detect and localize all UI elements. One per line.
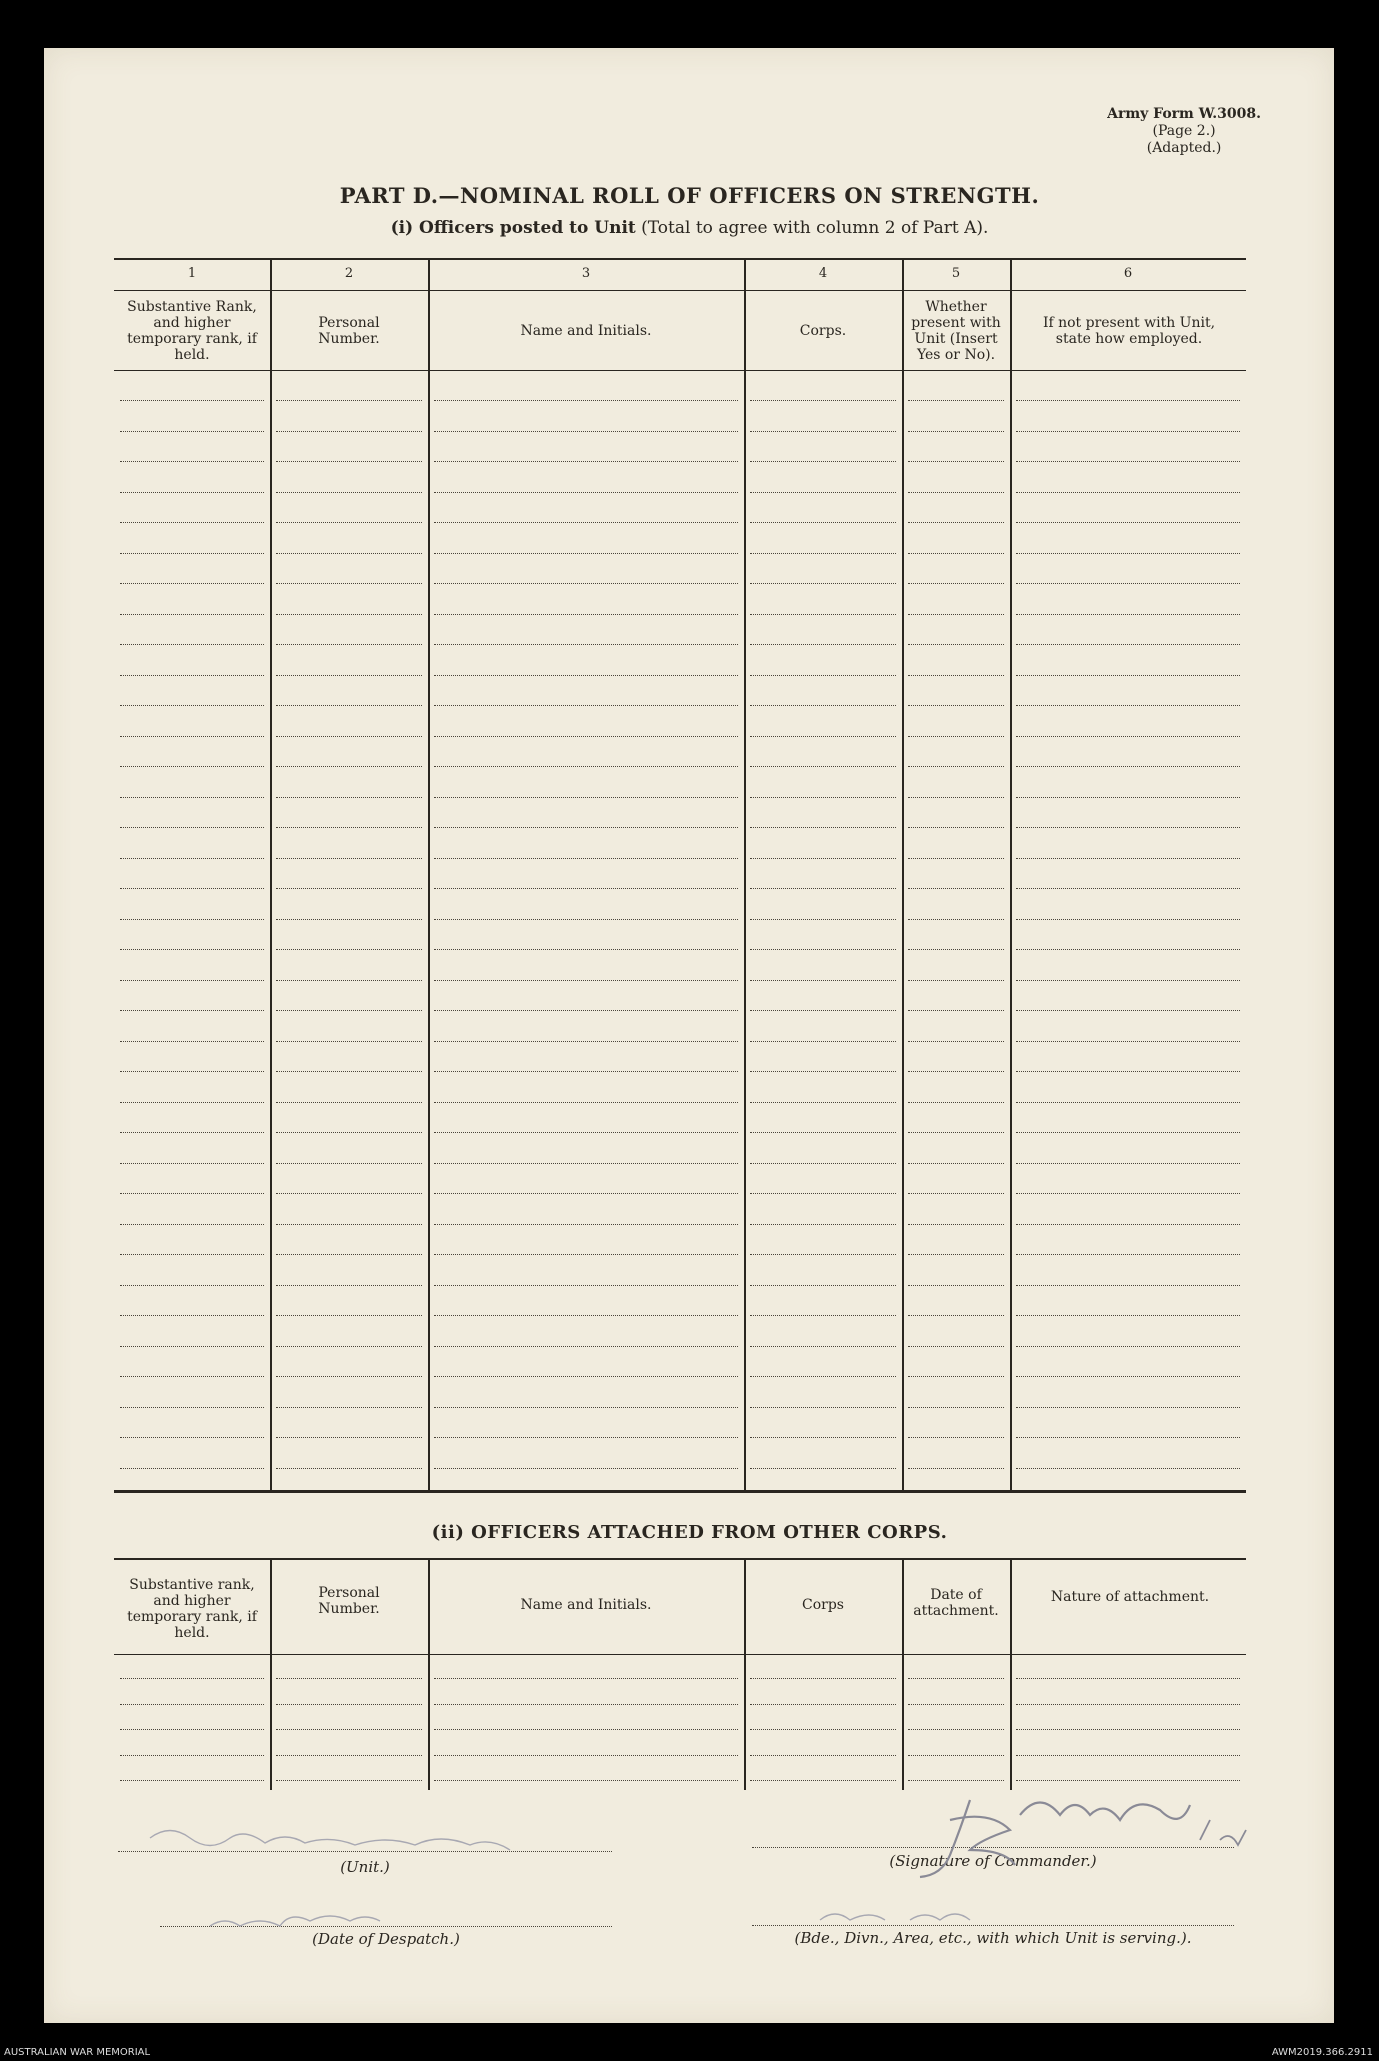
writing-rule bbox=[276, 1437, 422, 1438]
writing-rule bbox=[276, 1678, 422, 1679]
column-divider bbox=[1010, 260, 1012, 1490]
column-divider bbox=[902, 260, 904, 1490]
officers-attached-table bbox=[114, 1558, 1246, 1790]
writing-rule bbox=[120, 1010, 264, 1011]
writing-rule bbox=[750, 1315, 896, 1316]
form-reference bbox=[1107, 106, 1261, 157]
writing-rule bbox=[750, 888, 896, 889]
writing-rule bbox=[276, 949, 422, 950]
writing-rule bbox=[750, 1193, 896, 1194]
writing-rule bbox=[908, 705, 1004, 706]
writing-rule bbox=[120, 644, 264, 645]
writing-rule bbox=[908, 888, 1004, 889]
writing-rule bbox=[434, 431, 738, 432]
writing-rule bbox=[276, 431, 422, 432]
header-rank: Substantive Rank, and higher temporary rank, if held. bbox=[127, 299, 257, 363]
writing-rule bbox=[750, 766, 896, 767]
date-label: (Date of Despatch.) bbox=[312, 1930, 460, 1948]
writing-rule bbox=[276, 1254, 422, 1255]
writing-rule bbox=[908, 1407, 1004, 1408]
writing-rule bbox=[908, 980, 1004, 981]
writing-rule bbox=[908, 1376, 1004, 1377]
writing-rule bbox=[434, 1193, 738, 1194]
writing-rule bbox=[276, 1224, 422, 1225]
writing-rule bbox=[434, 919, 738, 920]
writing-rule bbox=[750, 1224, 896, 1225]
writing-rule bbox=[908, 400, 1004, 401]
writing-rule bbox=[1016, 736, 1240, 737]
commander-signature bbox=[800, 1780, 1300, 1950]
page-subtitle bbox=[0, 218, 1379, 238]
writing-rule bbox=[120, 1346, 264, 1347]
writing-rule bbox=[120, 858, 264, 859]
writing-rule bbox=[434, 1468, 738, 1469]
writing-rule bbox=[120, 766, 264, 767]
writing-rule bbox=[120, 797, 264, 798]
writing-rule bbox=[434, 1729, 738, 1730]
header-name-initials: Name and Initials. bbox=[520, 1597, 652, 1613]
writing-rule bbox=[120, 1102, 264, 1103]
writing-rule bbox=[276, 614, 422, 615]
column-divider bbox=[744, 260, 746, 1490]
writing-rule bbox=[1016, 614, 1240, 615]
column-number: 1 bbox=[187, 266, 197, 281]
writing-rule bbox=[1016, 858, 1240, 859]
writing-rule bbox=[276, 858, 422, 859]
writing-rule bbox=[908, 675, 1004, 676]
writing-rule bbox=[434, 1224, 738, 1225]
writing-rule bbox=[276, 1704, 422, 1705]
writing-rule bbox=[276, 1102, 422, 1103]
writing-rule bbox=[434, 1163, 738, 1164]
writing-rule bbox=[120, 827, 264, 828]
writing-rule bbox=[908, 797, 1004, 798]
writing-rule bbox=[750, 1729, 896, 1730]
writing-rule bbox=[908, 1163, 1004, 1164]
writing-rule bbox=[434, 1315, 738, 1316]
writing-rule bbox=[120, 1755, 264, 1756]
writing-rule bbox=[120, 614, 264, 615]
writing-rule bbox=[1016, 675, 1240, 676]
writing-rule bbox=[434, 827, 738, 828]
writing-rule bbox=[750, 1163, 896, 1164]
writing-rule bbox=[750, 797, 896, 798]
writing-rule bbox=[908, 919, 1004, 920]
credit-right: AWM2019.366.2911 bbox=[1271, 2047, 1373, 2058]
writing-rule bbox=[1016, 1254, 1240, 1255]
writing-rule bbox=[750, 583, 896, 584]
header-personal-number: Personal Number. bbox=[318, 1585, 380, 1617]
writing-rule bbox=[120, 736, 264, 737]
writing-rule bbox=[434, 980, 738, 981]
writing-rule bbox=[1016, 1224, 1240, 1225]
writing-rule bbox=[1016, 705, 1240, 706]
writing-rule bbox=[276, 1193, 422, 1194]
writing-rule bbox=[908, 614, 1004, 615]
header-whether-present: Whether present with Unit (Insert Yes or No). bbox=[911, 299, 1001, 363]
writing-rule bbox=[750, 1346, 896, 1347]
writing-rule bbox=[120, 705, 264, 706]
writing-rule bbox=[1016, 1285, 1240, 1286]
writing-rule bbox=[1016, 827, 1240, 828]
header-corps: Corps. bbox=[799, 323, 847, 339]
writing-rule bbox=[120, 1780, 264, 1781]
writing-rule bbox=[120, 1678, 264, 1679]
writing-rule bbox=[276, 461, 422, 462]
writing-rule bbox=[276, 400, 422, 401]
writing-rule bbox=[908, 1285, 1004, 1286]
column-number: 2 bbox=[344, 266, 354, 281]
writing-rule bbox=[120, 1193, 264, 1194]
writing-rule bbox=[276, 1010, 422, 1011]
column-divider bbox=[270, 1560, 272, 1790]
writing-rule bbox=[120, 1704, 264, 1705]
writing-rule bbox=[434, 492, 738, 493]
writing-rule bbox=[750, 827, 896, 828]
header-personal-number: Personal Number. bbox=[318, 315, 380, 347]
writing-rule bbox=[1016, 1678, 1240, 1679]
writing-rule bbox=[750, 1132, 896, 1133]
writing-rule bbox=[434, 858, 738, 859]
writing-rule bbox=[750, 858, 896, 859]
bde-label: (Bde., Divn., Area, etc., with which Unit is serving.). bbox=[794, 1929, 1192, 1947]
header-divider bbox=[114, 290, 1246, 291]
writing-rule bbox=[750, 1285, 896, 1286]
writing-rule bbox=[908, 1254, 1004, 1255]
writing-rule bbox=[908, 1224, 1004, 1225]
writing-rule bbox=[1016, 583, 1240, 584]
writing-rule bbox=[120, 1376, 264, 1377]
writing-rule bbox=[908, 1346, 1004, 1347]
writing-rule bbox=[120, 1132, 264, 1133]
writing-rule bbox=[750, 1376, 896, 1377]
writing-rule bbox=[1016, 1193, 1240, 1194]
writing-rule bbox=[276, 1780, 422, 1781]
writing-rule bbox=[908, 1010, 1004, 1011]
writing-rule bbox=[276, 1407, 422, 1408]
writing-rule bbox=[908, 949, 1004, 950]
writing-rule bbox=[1016, 1468, 1240, 1469]
writing-rule bbox=[120, 1041, 264, 1042]
writing-rule bbox=[120, 431, 264, 432]
writing-rule bbox=[750, 644, 896, 645]
column-divider bbox=[428, 260, 430, 1490]
writing-rule bbox=[908, 522, 1004, 523]
writing-rule bbox=[908, 644, 1004, 645]
writing-rule bbox=[434, 553, 738, 554]
writing-rule bbox=[750, 431, 896, 432]
writing-rule bbox=[434, 1010, 738, 1011]
writing-rule bbox=[434, 705, 738, 706]
writing-rule bbox=[908, 1755, 1004, 1756]
writing-rule bbox=[908, 1102, 1004, 1103]
writing-rule bbox=[908, 1071, 1004, 1072]
writing-rule bbox=[1016, 1132, 1240, 1133]
writing-rule bbox=[120, 1315, 264, 1316]
writing-rule bbox=[434, 797, 738, 798]
writing-rule bbox=[1016, 1704, 1240, 1705]
writing-rule bbox=[120, 1163, 264, 1164]
writing-rule bbox=[276, 583, 422, 584]
column-number: 4 bbox=[818, 266, 828, 281]
writing-rule bbox=[750, 1254, 896, 1255]
writing-rule bbox=[750, 736, 896, 737]
writing-rule bbox=[434, 583, 738, 584]
column-number: 3 bbox=[581, 266, 591, 281]
writing-rule bbox=[434, 522, 738, 523]
writing-rule bbox=[750, 1437, 896, 1438]
writing-rule bbox=[1016, 1041, 1240, 1042]
writing-rule bbox=[908, 1468, 1004, 1469]
writing-rule bbox=[908, 461, 1004, 462]
writing-rule bbox=[120, 1729, 264, 1730]
writing-rule bbox=[750, 705, 896, 706]
writing-rule bbox=[120, 1437, 264, 1438]
writing-rule bbox=[1016, 1163, 1240, 1164]
writing-rule bbox=[1016, 553, 1240, 554]
writing-rule bbox=[908, 1132, 1004, 1133]
writing-rule bbox=[434, 1102, 738, 1103]
writing-rule bbox=[120, 1285, 264, 1286]
writing-rule bbox=[1016, 888, 1240, 889]
writing-rule bbox=[908, 553, 1004, 554]
signature-label: (Signature of Commander.) bbox=[889, 1852, 1097, 1870]
subtitle-note: (Total to agree with column 2 of Part A). bbox=[635, 218, 989, 238]
writing-rule bbox=[1016, 919, 1240, 920]
form-number: Army Form W.3008. bbox=[1107, 106, 1261, 122]
writing-rule bbox=[120, 888, 264, 889]
officers-posted-table bbox=[114, 258, 1246, 1493]
writing-rule bbox=[434, 1780, 738, 1781]
writing-rule bbox=[276, 1346, 422, 1347]
writing-rule bbox=[750, 1678, 896, 1679]
writing-rule bbox=[276, 675, 422, 676]
writing-rule bbox=[908, 492, 1004, 493]
writing-rule bbox=[120, 583, 264, 584]
writing-rule bbox=[276, 1315, 422, 1316]
writing-rule bbox=[908, 583, 1004, 584]
writing-rule bbox=[120, 400, 264, 401]
writing-rule bbox=[276, 1729, 422, 1730]
writing-rule bbox=[434, 1346, 738, 1347]
writing-rule bbox=[1016, 1729, 1240, 1730]
writing-rule bbox=[434, 1285, 738, 1286]
writing-rule bbox=[434, 1132, 738, 1133]
writing-rule bbox=[434, 1755, 738, 1756]
writing-rule bbox=[1016, 980, 1240, 981]
writing-rule bbox=[750, 492, 896, 493]
header-date-attachment: Date of attachment. bbox=[913, 1587, 999, 1619]
writing-rule bbox=[434, 1704, 738, 1705]
writing-rule bbox=[1016, 461, 1240, 462]
writing-rule bbox=[750, 614, 896, 615]
writing-rule bbox=[276, 1132, 422, 1133]
writing-rule bbox=[1016, 1376, 1240, 1377]
writing-rule bbox=[1016, 1071, 1240, 1072]
writing-rule bbox=[908, 827, 1004, 828]
writing-rule bbox=[434, 675, 738, 676]
writing-rule bbox=[276, 1285, 422, 1286]
writing-rule bbox=[1016, 492, 1240, 493]
writing-rule bbox=[276, 766, 422, 767]
writing-rule bbox=[908, 766, 1004, 767]
writing-rule bbox=[276, 1041, 422, 1042]
writing-rule bbox=[120, 919, 264, 920]
writing-rule bbox=[434, 766, 738, 767]
writing-rule bbox=[750, 1102, 896, 1103]
writing-rule bbox=[750, 1010, 896, 1011]
writing-rule bbox=[1016, 1102, 1240, 1103]
header-divider bbox=[114, 370, 1246, 371]
writing-rule bbox=[908, 1729, 1004, 1730]
column-number: 6 bbox=[1123, 266, 1133, 281]
writing-rule bbox=[434, 400, 738, 401]
writing-rule bbox=[276, 827, 422, 828]
header-nature-attachment: Nature of attachment. bbox=[1050, 1589, 1210, 1605]
writing-rule bbox=[120, 553, 264, 554]
writing-rule bbox=[1016, 1010, 1240, 1011]
writing-rule bbox=[276, 492, 422, 493]
writing-rule bbox=[276, 1755, 422, 1756]
writing-rule bbox=[750, 1041, 896, 1042]
writing-rule bbox=[120, 1468, 264, 1469]
header-how-employed: If not present with Unit, state how employed. bbox=[1042, 315, 1216, 347]
writing-rule bbox=[1016, 1755, 1240, 1756]
header-divider bbox=[114, 1654, 1246, 1655]
writing-rule bbox=[434, 736, 738, 737]
writing-rule bbox=[276, 919, 422, 920]
header-name-initials: Name and Initials. bbox=[520, 323, 652, 339]
unit-label: (Unit.) bbox=[340, 1858, 390, 1876]
writing-rule bbox=[120, 675, 264, 676]
writing-rule bbox=[908, 1315, 1004, 1316]
writing-rule bbox=[120, 949, 264, 950]
writing-rule bbox=[908, 1678, 1004, 1679]
writing-rule bbox=[1016, 400, 1240, 401]
writing-rule bbox=[120, 1407, 264, 1408]
writing-rule bbox=[1016, 949, 1240, 950]
writing-rule bbox=[276, 1071, 422, 1072]
writing-rule bbox=[908, 431, 1004, 432]
writing-rule bbox=[1016, 522, 1240, 523]
writing-rule bbox=[120, 1224, 264, 1225]
writing-rule bbox=[750, 522, 896, 523]
column-divider bbox=[1010, 1560, 1012, 1790]
writing-rule bbox=[750, 1071, 896, 1072]
writing-rule bbox=[750, 553, 896, 554]
writing-rule bbox=[908, 858, 1004, 859]
writing-rule bbox=[120, 1254, 264, 1255]
writing-rule bbox=[434, 1071, 738, 1072]
writing-rule bbox=[276, 522, 422, 523]
writing-rule bbox=[434, 1678, 738, 1679]
writing-rule bbox=[120, 980, 264, 981]
writing-rule bbox=[1016, 1407, 1240, 1408]
writing-rule bbox=[276, 980, 422, 981]
writing-rule bbox=[750, 919, 896, 920]
writing-rule bbox=[750, 1755, 896, 1756]
writing-rule bbox=[1016, 1437, 1240, 1438]
column-divider bbox=[270, 260, 272, 1490]
writing-rule bbox=[276, 1468, 422, 1469]
writing-rule bbox=[908, 1041, 1004, 1042]
writing-rule bbox=[120, 492, 264, 493]
credit-left: AUSTRALIAN WAR MEMORIAL bbox=[4, 2047, 151, 2058]
writing-rule bbox=[276, 644, 422, 645]
form-adapted-note: (Adapted.) bbox=[1146, 140, 1222, 156]
writing-rule bbox=[750, 1704, 896, 1705]
writing-rule bbox=[908, 1704, 1004, 1705]
writing-rule bbox=[276, 888, 422, 889]
writing-rule bbox=[1016, 766, 1240, 767]
writing-rule bbox=[276, 705, 422, 706]
writing-rule bbox=[750, 675, 896, 676]
writing-rule bbox=[120, 461, 264, 462]
writing-rule bbox=[434, 461, 738, 462]
writing-rule bbox=[750, 461, 896, 462]
header-corps: Corps bbox=[802, 1597, 844, 1613]
writing-rule bbox=[276, 797, 422, 798]
writing-rule bbox=[434, 1041, 738, 1042]
pencil-handwriting bbox=[140, 1808, 660, 1958]
writing-rule bbox=[1016, 644, 1240, 645]
writing-rule bbox=[1016, 1315, 1240, 1316]
writing-rule bbox=[434, 949, 738, 950]
writing-rule bbox=[276, 553, 422, 554]
section-title: (ii) OFFICERS ATTACHED FROM OTHER CORPS. bbox=[431, 1522, 948, 1543]
column-number: 5 bbox=[951, 266, 961, 281]
writing-rule bbox=[276, 736, 422, 737]
writing-rule bbox=[434, 888, 738, 889]
writing-rule bbox=[120, 522, 264, 523]
writing-rule bbox=[434, 1437, 738, 1438]
writing-rule bbox=[434, 644, 738, 645]
writing-rule bbox=[120, 1071, 264, 1072]
writing-rule bbox=[750, 400, 896, 401]
writing-rule bbox=[276, 1163, 422, 1164]
writing-rule bbox=[908, 1193, 1004, 1194]
subtitle-bold: (i) Officers posted to Unit bbox=[390, 218, 636, 238]
writing-rule bbox=[750, 1407, 896, 1408]
form-page-number: (Page 2.) bbox=[1152, 123, 1216, 139]
writing-rule bbox=[750, 980, 896, 981]
writing-rule bbox=[908, 1437, 1004, 1438]
writing-rule bbox=[1016, 797, 1240, 798]
writing-rule bbox=[1016, 431, 1240, 432]
page-title: PART D.—NOMINAL ROLL OF OFFICERS ON STRENGTH. bbox=[339, 183, 1040, 208]
writing-rule bbox=[750, 1468, 896, 1469]
header-rank: Substantive rank, and higher temporary rank, if held. bbox=[127, 1577, 257, 1641]
writing-rule bbox=[434, 1376, 738, 1377]
writing-rule bbox=[434, 614, 738, 615]
writing-rule bbox=[434, 1254, 738, 1255]
writing-rule bbox=[908, 736, 1004, 737]
writing-rule bbox=[434, 1407, 738, 1408]
writing-rule bbox=[750, 949, 896, 950]
writing-rule bbox=[1016, 1346, 1240, 1347]
writing-rule bbox=[276, 1376, 422, 1377]
